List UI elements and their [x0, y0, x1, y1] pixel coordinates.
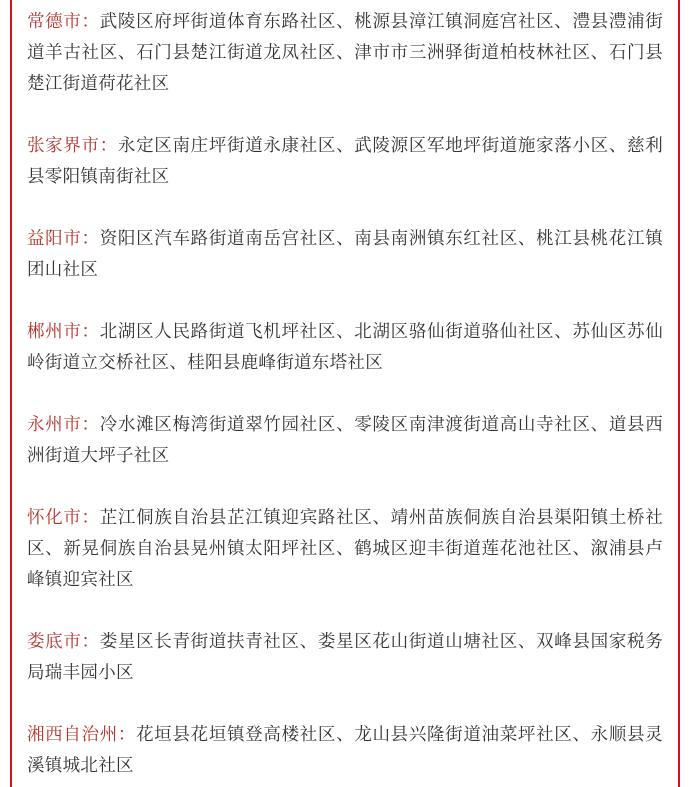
community-text: 娄星区长青街道扶青社区、娄星区花山街道山塘社区、双峰县国家税务局瑞丰园小区	[27, 632, 663, 683]
community-text: 资阳区汽车路街道南岳宫社区、南县南洲镇东红社区、桃江县桃花江镇团山社区	[27, 229, 663, 280]
city-name: 张家界市：	[27, 136, 118, 156]
community-text: 芷江侗族自治县芷江镇迎宾路社区、靖州苗族侗族自治县渠阳镇土桥社区、新晃侗族自治县晃州镇太阳坪社区、鹤城区迎丰街道莲花池社区、溆浦县卢峰镇迎宾社区	[27, 508, 663, 590]
list-item-yiyang	[27, 224, 663, 286]
list-item-xiangxi	[27, 720, 663, 782]
city-name: 常德市：	[27, 12, 100, 32]
community-text: 花垣县花垣镇登高楼社区、龙山县兴隆街道油菜坪社区、永顺县灵溪镇城北社区	[27, 725, 663, 776]
city-name: 郴州市：	[27, 322, 100, 342]
city-name: 湘西自治州：	[27, 725, 137, 745]
city-name: 怀化市：	[27, 508, 100, 528]
list-item-yongzhou	[27, 410, 663, 472]
community-text: 武陵区府坪街道体育东路社区、桃源县漳江镇洞庭宫社区、澧县澧浦街道羊古社区、石门县楚江街道龙凤社区、津市市三洲驿街道柏枝林社区、石门县楚江街道荷花社区	[27, 12, 663, 94]
community-text: 永定区南庄坪街道永康社区、武陵源区军地坪街道施家落小区、慈利县零阳镇南街社区	[27, 136, 664, 187]
community-text: 北湖区人民路街道飞机坪社区、北湖区骆仙街道骆仙社区、苏仙区苏仙岭街道立交桥社区、桂阳县鹿峰街道东塔社区	[27, 322, 663, 373]
community-list	[27, 7, 663, 782]
city-name: 永州市：	[27, 415, 100, 435]
list-item-changde	[27, 7, 663, 100]
community-text: 冷水滩区梅湾街道翠竹园社区、零陵区南津渡街道高山寺社区、道县西洲街道大坪子社区	[27, 415, 663, 466]
city-name: 益阳市：	[27, 229, 100, 249]
list-item-zhangjiajie	[27, 131, 663, 193]
city-name: 娄底市：	[27, 632, 100, 652]
list-item-huaihua	[27, 503, 663, 596]
list-item-chenzhou	[27, 317, 663, 379]
list-item-loudi	[27, 627, 663, 689]
